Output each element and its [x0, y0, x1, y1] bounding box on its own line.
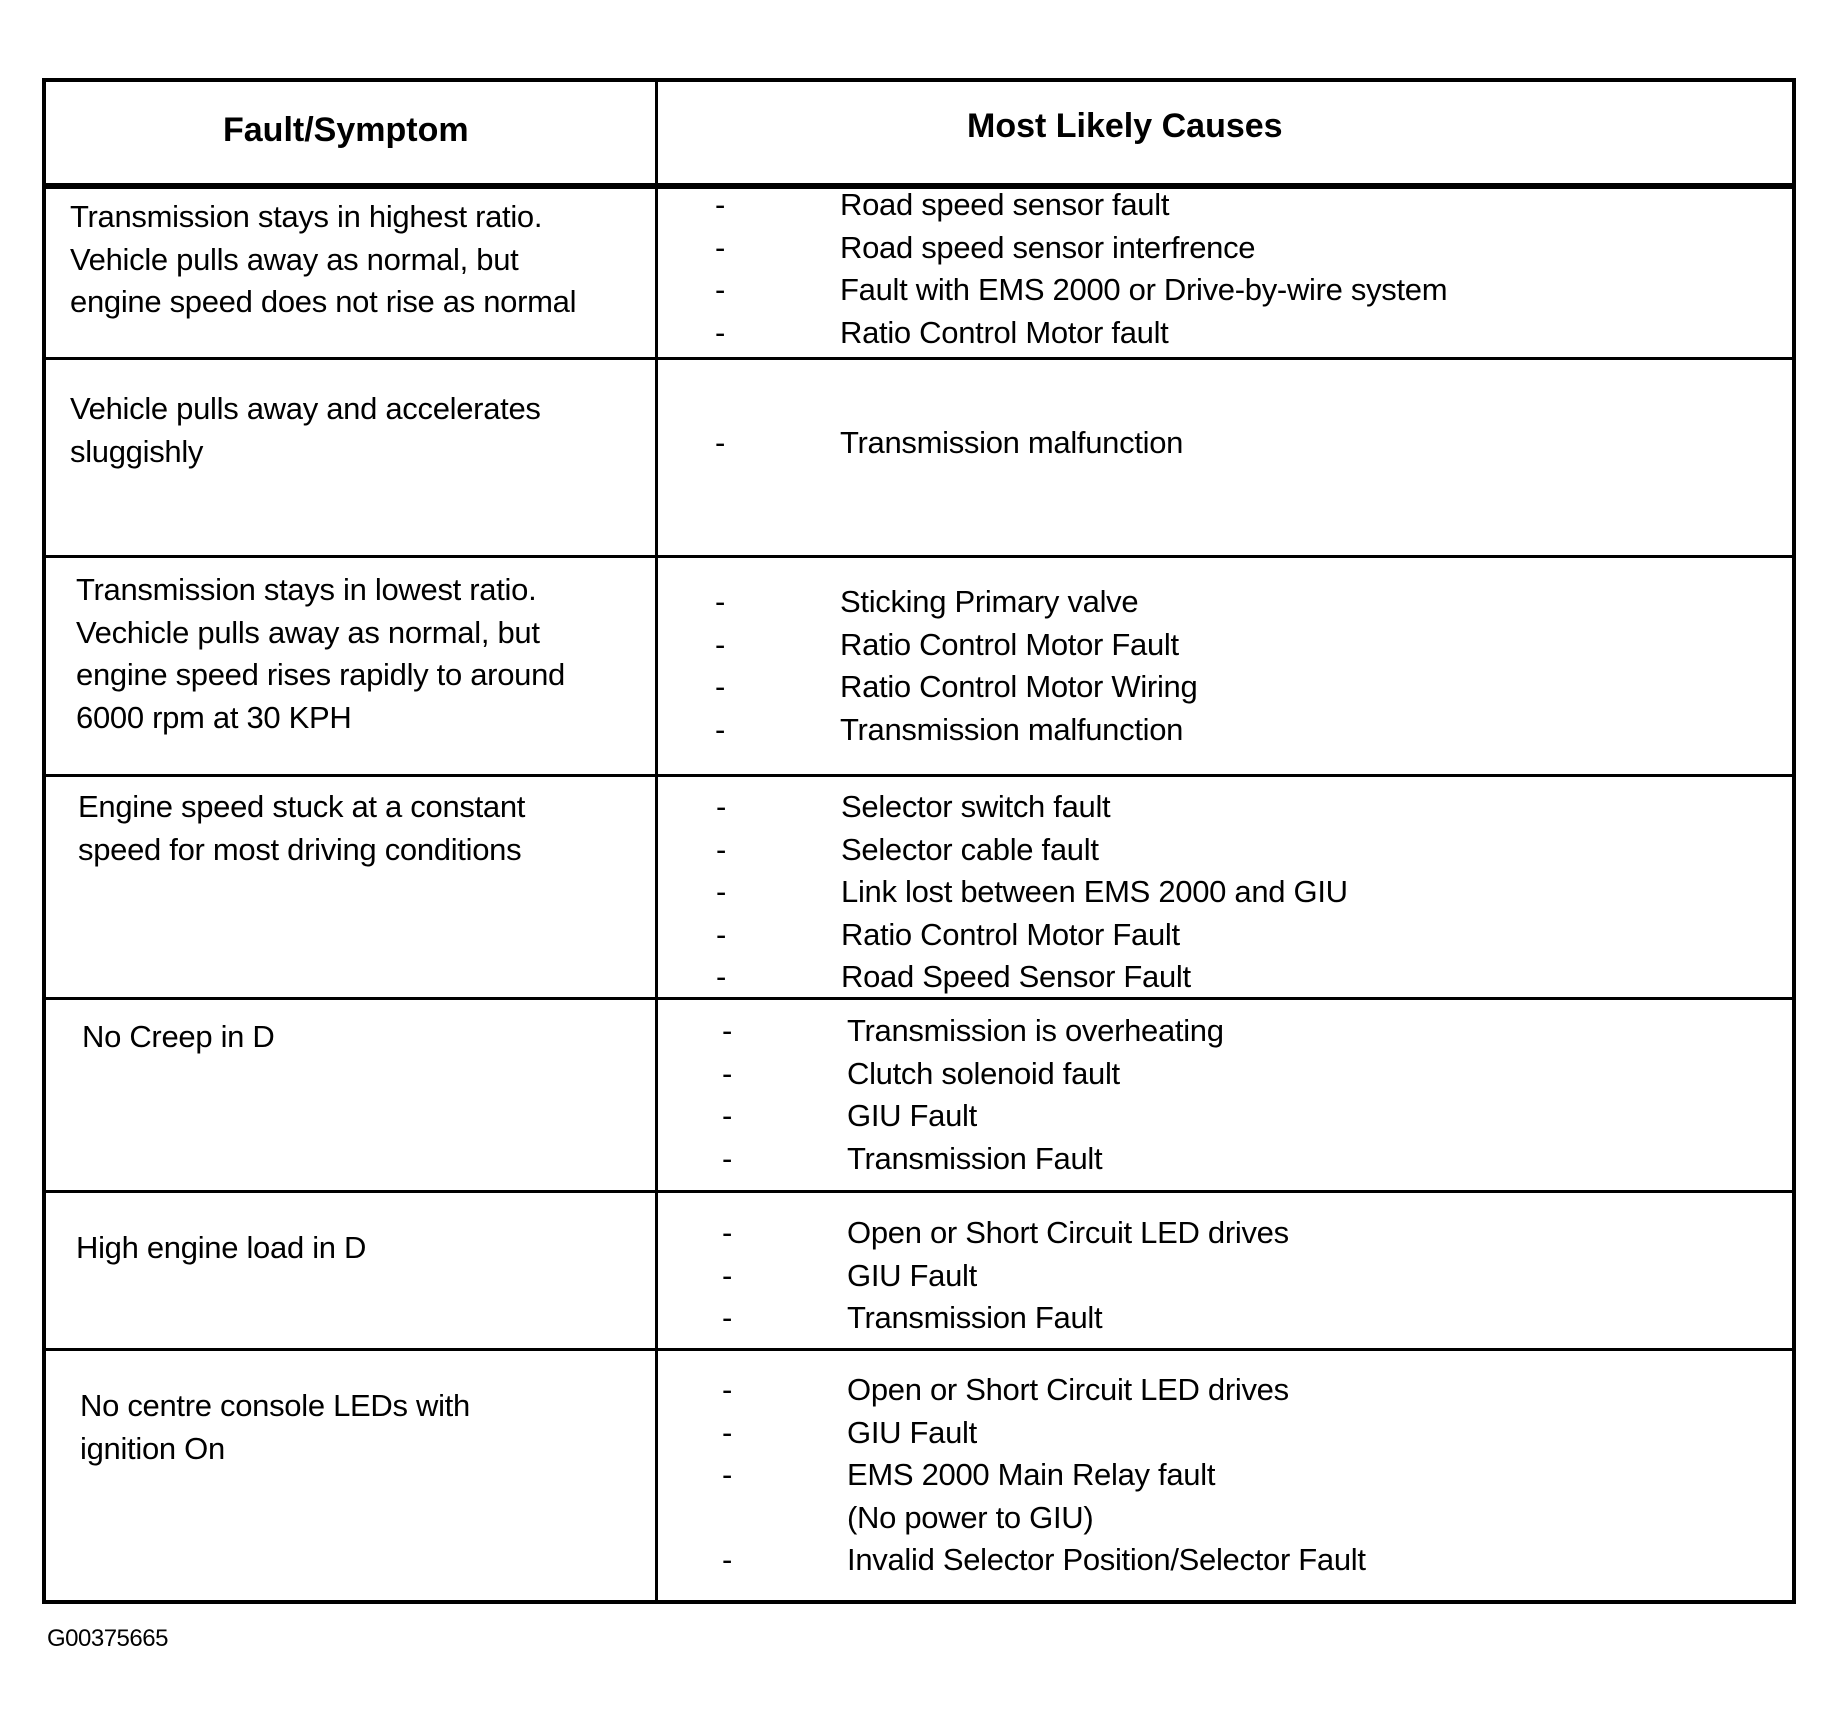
symptom-text: No centre console LEDs with ignition On [80, 1388, 470, 1466]
cause-text: Transmission Fault [847, 1140, 1103, 1176]
bullet-dash: - [722, 1215, 733, 1250]
cause-text: EMS 2000 Main Relay fault [847, 1457, 1216, 1492]
cause-text: Ratio Control Motor Fault [840, 626, 1179, 662]
cause-text: Road Speed Sensor Fault [841, 959, 1191, 994]
bullet-dash: - [722, 1098, 733, 1133]
cause-text: Ratio Control Motor Wiring [840, 669, 1198, 704]
bullet-dash: - [715, 187, 726, 222]
header-fault-symptom: Fault/Symptom [223, 111, 469, 149]
symptom-text: Engine speed stuck at a constant speed for most driving conditions [78, 789, 526, 867]
bullet-dash: - [715, 425, 726, 460]
cause-text: Transmission Fault [847, 1300, 1103, 1335]
bullet-dash: - [722, 1372, 733, 1407]
bullet-dash: - [722, 1414, 733, 1450]
cause-text: GIU Fault [847, 1098, 977, 1133]
bullet-dash: - [715, 711, 726, 747]
bullet-dash: - [722, 1542, 733, 1577]
bullet-dash: - [716, 831, 727, 867]
cause-text: Ratio Control Motor fault [840, 314, 1169, 350]
bullet-dash: - [722, 1300, 733, 1335]
row-divider [46, 774, 1792, 777]
symptom-text: No Creep in D [82, 1019, 275, 1054]
row-divider [46, 1348, 1792, 1351]
cause-text: Selector switch fault [841, 789, 1111, 824]
bullet-dash: - [716, 959, 727, 994]
cause-text: (No power to GIU) [847, 1499, 1094, 1535]
bullet-dash: - [722, 1055, 733, 1091]
symptom-text: Transmission stays in lowest ratio. Vechicle pulls away as normal, but engine speed rises rapidly to around 6000 rpm at 30 KPH [76, 572, 565, 735]
bullet-dash: - [716, 874, 727, 909]
cause-text: Transmission is overheating [847, 1013, 1224, 1048]
row-divider [46, 555, 1792, 558]
row-divider [46, 357, 1792, 360]
cause-text: Ratio Control Motor Fault [841, 916, 1180, 952]
bullet-dash: - [716, 789, 727, 824]
cause-text: Road speed sensor interfrence [840, 229, 1256, 265]
cause-text: Road speed sensor fault [840, 187, 1170, 222]
cause-text: Fault with EMS 2000 or Drive-by-wire system [840, 272, 1448, 307]
cause-text: Transmission malfunction [840, 711, 1184, 747]
cause-text: Sticking Primary valve [840, 584, 1139, 619]
cause-text: Transmission malfunction [840, 425, 1184, 460]
bullet-dash: - [715, 669, 726, 704]
bullet-dash: - [715, 229, 726, 265]
bullet-dash: - [722, 1257, 733, 1293]
bullet-dash: - [716, 916, 727, 952]
cause-text: Invalid Selector Position/Selector Fault [847, 1542, 1366, 1577]
cause-text: Link lost between EMS 2000 and GIU [841, 874, 1348, 909]
bullet-dash: - [722, 1457, 733, 1492]
cause-text: Open or Short Circuit LED drives [847, 1215, 1289, 1250]
cause-text: Open or Short Circuit LED drives [847, 1372, 1289, 1407]
cause-text: Selector cable fault [841, 831, 1099, 867]
figure-id: G00375665 [47, 1625, 168, 1652]
bullet-dash: - [722, 1140, 733, 1176]
row-divider [46, 1190, 1792, 1193]
header-most-likely-causes: Most Likely Causes [967, 107, 1283, 145]
column-divider [655, 82, 658, 1600]
symptom-text: Transmission stays in highest ratio. Vehicle pulls away as normal, but engine speed does not rise as normal [70, 199, 577, 319]
cause-text: GIU Fault [847, 1257, 977, 1293]
cause-text: GIU Fault [847, 1414, 977, 1450]
bullet-dash: - [715, 272, 726, 307]
bullet-dash: - [722, 1013, 733, 1048]
symptom-text: Vehicle pulls away and accelerates sluggishly [70, 391, 541, 469]
bullet-dash: - [715, 626, 726, 662]
cause-text: Clutch solenoid fault [847, 1055, 1120, 1091]
bullet-dash: - [715, 314, 726, 350]
fault-symptom-table [42, 78, 1796, 1604]
symptom-text: High engine load in D [76, 1230, 367, 1265]
bullet-dash: - [715, 584, 726, 619]
